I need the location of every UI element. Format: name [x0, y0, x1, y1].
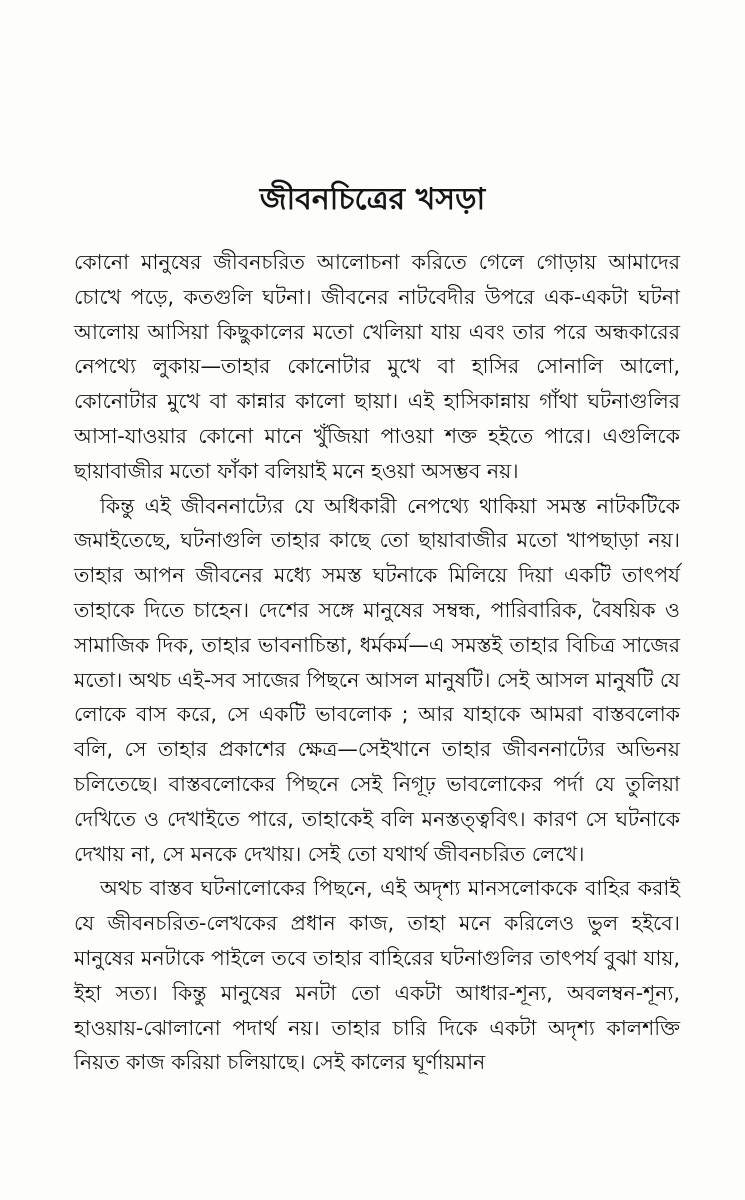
paragraph-1: কোনো মানুষের জীবনচরিত আলোচনা করিতে গেলে গোড়ায় আমাদের চোখে পড়ে, কতগুলি ঘটনা। জীবনের নাটবেদীর উপরে এক-একটা ঘটনা আলোয় আসিয়া কিছুকালের মতো খেলিয়া যায় এবং তার পরে অন্ধকারের নেপথ্যে লুকায়—তাহার কোনোটার মুখে বা হাসির সোনালি আলো, কোনোটার মুখে বা কান্নার কালো ছায়া। এই হাসিকান্নায় গাঁথা ঘটনাগুলির আসা-যাওয়ার কোনো মানে খুঁজিয়া পাওয়া শক্ত হইতে পারে। এগুলিকে ছায়াবাজীর মতো ফাঁকা বলিয়াই মনে হওয়া অসম্ভব নয়।	[74, 250, 680, 483]
page-title: জীবনচিত্রের খসড়া	[259, 182, 486, 217]
paragraph-2: কিন্তু এই জীবননাট্যের যে অধিকারী নেপথ্যে থাকিয়া সমস্ত নাটকটিকে জমাইতেছে, ঘটনাগুলি তাহার কাছে তো ছায়াবাজীর মতো খাপছাড়া নয়। তাহার আপন জীবনের মধ্যে সমস্ত ঘটনাকে মিলিয়ে দিয়া একটি তাৎপর্য তাহাকে দিতে চাহেন। দেশের সঙ্গে মানুষের সম্বন্ধ, পারিবারিক, বৈষয়িক ও সামাজিক দিক, তাহার ভাবনাচিন্তা, ধর্মকর্ম—এ সমস্তই তাহার বিচিত্র সাজের মতো। অথচ এই-সব সাজের পিছনে আসল মানুষটি। সেই আসল মানুষটি যে লোকে বাস করে, সে একটি ভাবলোক ; আর যাহাকে আমরা বাস্তবলোক বলি, সে তাহার প্রকাশের ক্ষেত্র—সেইখানে তাহার জীবননাট্যের অভিনয় চলিতেছে। বাস্তবলোকের পিছনে সেই নিগূঢ় ভাবলোকের পর্দা যে তুলিয়া দেখিতে ও দেখাইতে পারে, তাহাকেই বলি মনস্তত্ত্ববিৎ। কারণ সে ঘটনাকে দেখায় না, সে মনকে দেখায়। সেই তো যথার্থ জীবনচরিত লেখে।	[74, 493, 680, 866]
paragraph-3: অথচ বাস্তব ঘটনালোকের পিছনে, এই অদৃশ্য মানসলোককে বাহির করাই যে জীবনচরিত-লেখকের প্রধান কাজ, তাহা মনে করিলেও ভুল হইবে। মানুষের মনটাকে পাইলে তবে তাহার বাহিরের ঘটনাগুলির তাৎপর্য বুঝা যায়, ইহা সত্য। কিন্তু মানুষের মনটা তো একটা আধার-শূন্য, অবলম্বন-শূন্য, হাওয়ায়-ঝোলানো পদার্থ নয়। তাহার চারি দিকে একটা অদৃশ্য কালশক্তি নিয়ত কাজ করিয়া চলিয়াছে। সেই কালের ঘূর্ণায়মান	[74, 876, 680, 1075]
body-text	[74, 245, 680, 1080]
